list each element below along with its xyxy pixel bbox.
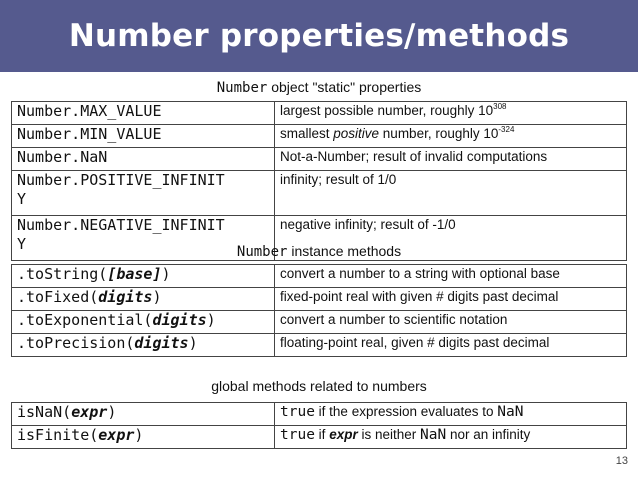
property-name: Number.NaN — [12, 148, 275, 171]
property-description: Not-a-Number; result of invalid computations — [275, 148, 627, 171]
property-name: Number.MIN_VALUE — [12, 125, 275, 148]
table-row — [12, 102, 627, 125]
method-signature: .toExponential(digits) — [12, 311, 275, 334]
property-description: negative infinity; result of -1/0 — [275, 216, 627, 261]
function-signature: isNaN(expr) — [12, 403, 275, 426]
slide-title: Number properties/methods — [68, 18, 570, 54]
caption-code: Number — [236, 244, 288, 260]
table-row — [12, 426, 627, 449]
table-row — [12, 265, 627, 288]
method-description: convert a number to scientific notation — [275, 311, 627, 334]
method-signature: .toString([base]) — [12, 265, 275, 288]
page-number: 13 — [615, 455, 628, 467]
title-bar — [0, 0, 638, 72]
table-row — [12, 403, 627, 426]
property-description: infinity; result of 1/0 — [275, 171, 627, 216]
table-row — [12, 125, 627, 148]
method-signature: .toPrecision(digits) — [12, 334, 275, 357]
instance-methods-table — [11, 264, 627, 357]
table-row — [12, 288, 627, 311]
table-row — [12, 171, 627, 216]
instance-methods-caption — [0, 243, 638, 260]
caption-text: instance methods — [287, 243, 402, 259]
global-methods-table — [11, 402, 627, 449]
caption-code: Number — [216, 80, 268, 96]
static-properties-caption — [0, 79, 638, 96]
table-row — [12, 148, 627, 171]
table-row — [12, 311, 627, 334]
method-description: floating-point real, given # digits past decimal — [275, 334, 627, 357]
function-description: true if the expression evaluates to NaN — [275, 403, 627, 426]
property-description: largest possible number, roughly $10^{308}$ — [275, 102, 627, 125]
property-name: Number.MAX_VALUE — [12, 102, 275, 125]
method-signature: .toFixed(digits) — [12, 288, 275, 311]
table-row — [12, 334, 627, 357]
static-properties-table — [11, 101, 627, 261]
property-description: smallest positive number, roughly $10^{-324}$ — [275, 125, 627, 148]
function-signature: isFinite(expr) — [12, 426, 275, 449]
global-methods-caption: global methods related to numbers — [211, 378, 427, 394]
property-name: Number.POSITIVE_INFINIT Y — [12, 171, 275, 216]
method-description: convert a number to a string with optional base — [275, 265, 627, 288]
caption-text: object "static" properties — [267, 79, 422, 95]
method-description: fixed-point real with given # digits past decimal — [275, 288, 627, 311]
property-name: Number.NEGATIVE_INFINIT Y — [12, 216, 275, 261]
function-description: true if expr is neither NaN nor an infinity — [275, 426, 627, 449]
